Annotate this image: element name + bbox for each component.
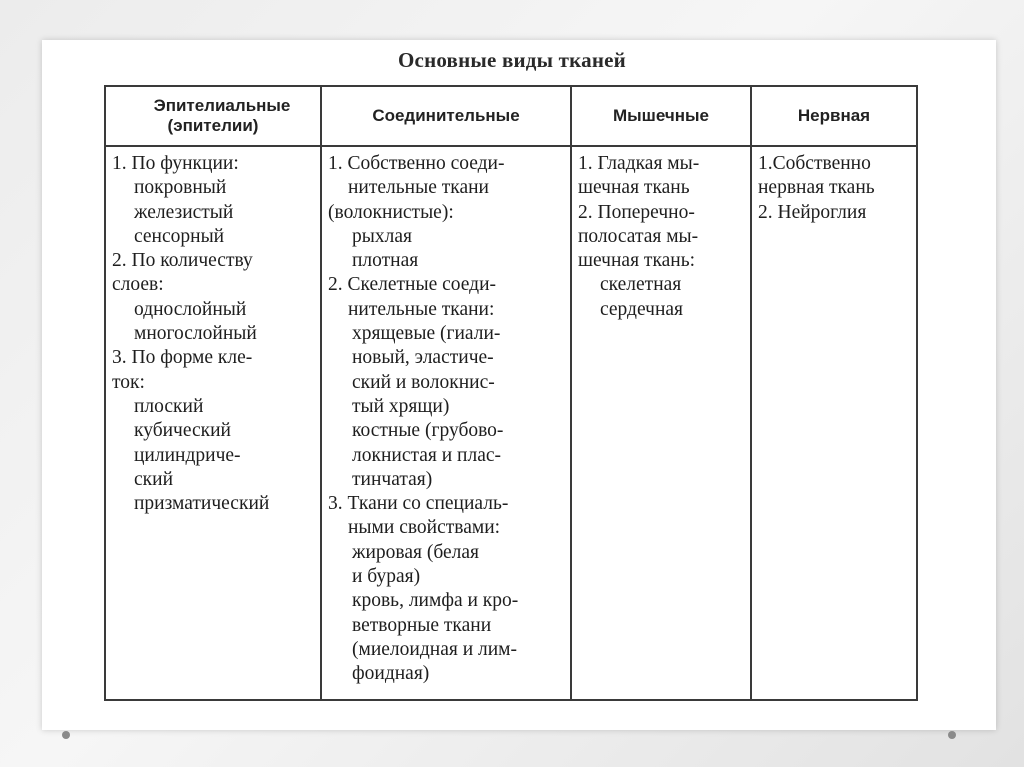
table-header-row: [105, 86, 917, 146]
header-epithelial: Эпителиальные (эпителии): [105, 86, 321, 146]
table-row: [105, 146, 917, 700]
header-muscle: Мышечные: [571, 86, 751, 146]
cell-nervous: 1.Собственно нервная ткань 2. Нейроглия: [751, 146, 917, 700]
corner-dot-right: [948, 731, 956, 739]
header-nervous: Нервная: [751, 86, 917, 146]
header-connective: Соединительные: [321, 86, 571, 146]
tissue-types-table: [104, 85, 918, 701]
page-title: Основные виды тканей: [398, 48, 626, 72]
corner-dot-left: [62, 731, 70, 739]
cell-epithelial: 1. По функции: покровный железистый сенсорный 2. По количеству слоев: однослойный многослойный 3. По форме кле- ток: плоский кубический цилиндриче- ский призматический: [105, 146, 321, 700]
cell-muscle: 1. Гладкая мы- шечная ткань 2. Поперечно- полосатая мы- шечная ткань: скелетная сердечная: [571, 146, 751, 700]
cell-connective: 1. Собственно соеди- нительные ткани (волокнистые): рыхлая плотная 2. Скелетные соеди- нительные ткани: хрящевые (гиали- новый, эластиче- ский и волокнис- тый хрящи) костные (грубово- локнистая и плас- тинчатая) 3. Ткани со специаль- ными свойствами: жировая (белая и бурая) кровь, лимфа и кро- ветворные ткани (миелоидная и лим- фоидная): [321, 146, 571, 700]
